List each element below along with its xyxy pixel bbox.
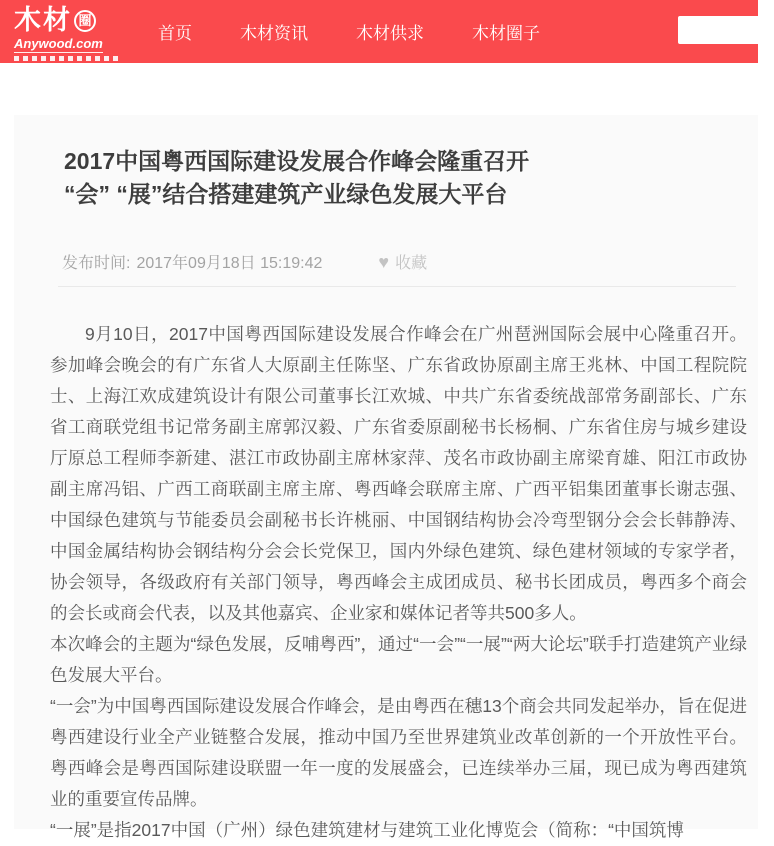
main-nav (158, 0, 540, 63)
favorite-label: 收藏 (395, 255, 428, 272)
article-card (14, 115, 758, 840)
logo-tagline-strip (14, 56, 122, 61)
site-logo[interactable] (14, 7, 122, 61)
article-paragraph: “一会”为中国粤西国际建设发展合作峰会，是由粤西在穗13个商会共同发起举办，旨在促进粤西建设行业全产业链整合发展，推动中国乃至世界建筑业改革创新的一个开放性平台。粤西峰会是粤西国际建设联盟一年一度的发展盛会，已连续举办三届，现已成为粤西建筑业的重要宣传品牌。 (50, 696, 747, 809)
logo-brand-text (14, 7, 122, 34)
logo-brand-characters: 木材 (14, 5, 72, 35)
article-title-line1: 2017中国粤西国际建设发展合作峰会隆重召开 (64, 148, 530, 174)
favorite-button[interactable] (378, 250, 427, 273)
meta-divider (58, 286, 736, 287)
publish-time-label: 发布时间: (62, 255, 131, 272)
nav-item-news[interactable]: 木材资讯 (240, 24, 308, 43)
article-body (50, 319, 747, 846)
logo-circle-badge: 圈 (74, 10, 96, 32)
publish-time-value: 2017年09月18日 15:19:42 (136, 255, 323, 272)
article-paragraph: “一展”是指2017中国（广州）绿色建筑建材与建筑工业化博览会（简称：“中国筑博 (50, 820, 684, 840)
nav-item-supply-demand[interactable]: 木材供求 (356, 24, 424, 43)
article-paragraph: 本次峰会的主题为“绿色发展，反哺粤西”，通过“一会”“一展”“两大论坛”联手打造建筑产业绿色发展大平台。 (50, 634, 747, 685)
article-meta-row (62, 250, 758, 273)
nav-item-home[interactable]: 首页 (158, 24, 192, 43)
search-input[interactable] (678, 16, 774, 44)
site-header (0, 0, 758, 63)
heart-icon: ♥ (378, 251, 390, 272)
nav-item-circle[interactable]: 木材圈子 (472, 24, 540, 43)
article-title-line2: “会” “展”结合搭建建筑产业绿色发展大平台 (64, 181, 508, 207)
article-title (64, 145, 728, 211)
logo-domain-text: Anywood.com (14, 36, 103, 51)
article-paragraph: 9月10日，2017中国粤西国际建设发展合作峰会在广州琶洲国际会展中心隆重召开。参加峰会晚会的有广东省人大原副主任陈坚、广东省政协原副主席王兆林、中国工程院院士、上海江欢成建筑设计有限公司董事长江欢城、中共广东省委统战部常务副部长、广东省工商联党组书记常务副主席郭汉毅、广东省委原副秘书长杨桐、广东省住房与城乡建设厅原总工程师李新建、湛江市政协副主席林家萍、茂名市政协副主席梁育雄、阳江市政协副主席冯铝、广西工商联副主席主席、粤西峰会联席主席、广西平铝集团董事长谢志强、中国绿色建筑与节能委员会副秘书长许桃丽、中国钢结构协会冷弯型钢分会会长韩静涛、中国金属结构协会钢结构分会会长党保卫，国内外绿色建筑、绿色建材领域的专家学者，协会领导，各级政府有关部门领导，粤西峰会主成团成员、秘书长团成员，粤西多个商会的会长或商会代表，以及其他嘉宾、企业家和媒体记者等共500多人。 (50, 324, 747, 623)
